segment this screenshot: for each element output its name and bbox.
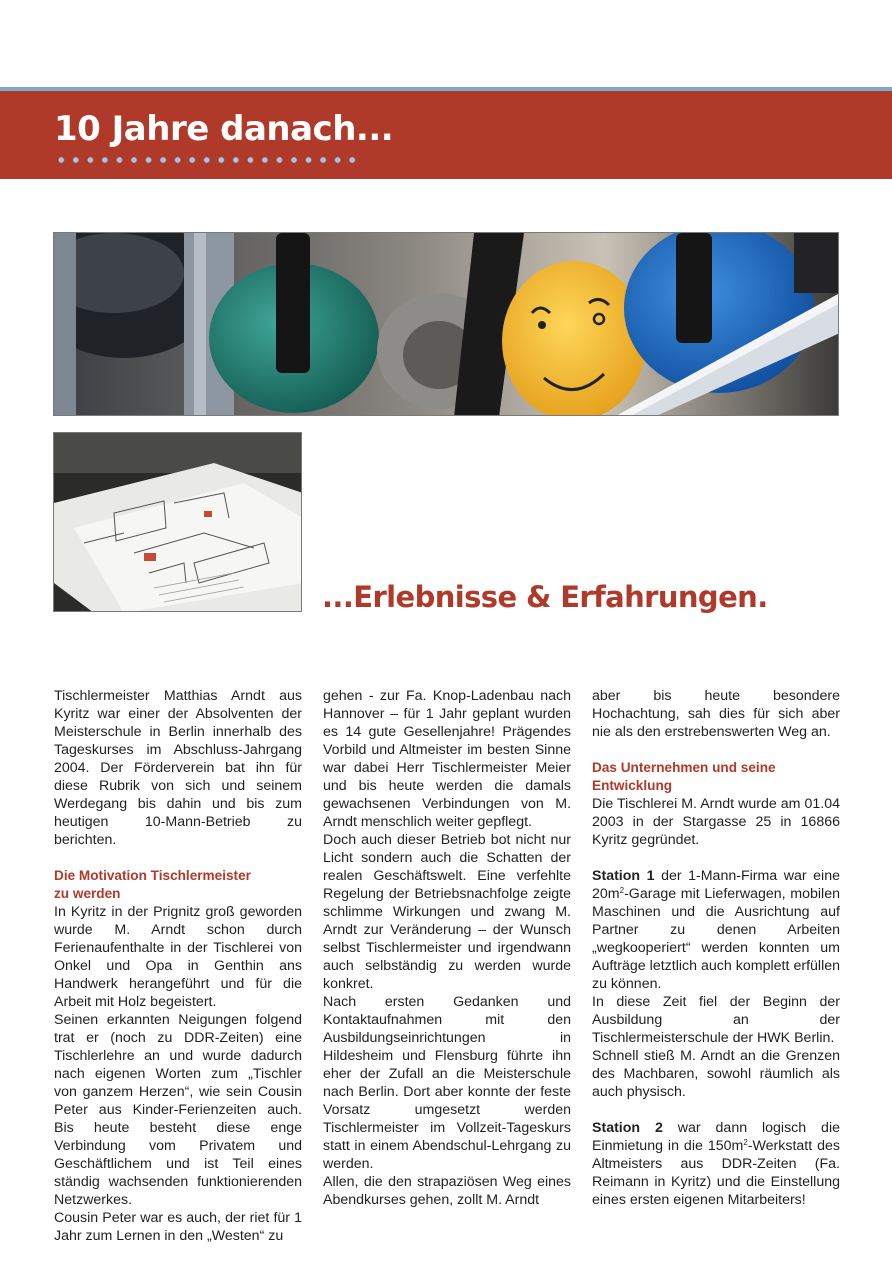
paragraph: gehen - zur Fa. Knop-Ladenbau nach Hannover – für 1 Jahr geplant wurden es 14 gute Gesellenjahre! Prägendes Vorbild und Altmeister im besten Sinne war dabei Herr Tischlermeister Meier und bis heute werden die damals gewachsenen Verbindungen von M. Arndt menschlich weiter gepflegt. [323,688,571,830]
paragraph: Cousin Peter war es auch, der riet für 1 Jahr zum Lernen in den „Westen“ zu [54,1210,302,1244]
earmuffs-photo [53,232,839,416]
paragraph: In Kyritz in der Prignitz groß geworden wurde M. Arndt schon durch Ferienaufenthalte in der Tischlerei von Onkel und Opa in Genthin ans Handwerk herangeführt und für die Arbeit mit Holz begeistert. [54,904,302,1010]
construction-plans-photo-icon [54,433,302,612]
plans-photo [53,432,302,612]
paragraph: Doch auch dieser Betrieb bot nicht nur Licht sondern auch die Schatten der realen Geschäftswelt. Eine verfehlte Regelung der Betriebsnachfolge zeigte schlimme Wirkungen und zwang M. Arndt zur Veränderung – der Wunsch selbst Tischlermeister und irgendwann auch selbständig zu werden wurde konkret. [323,832,571,992]
station-2-paragraph: Station 2 war dann logisch die Einmietung in die $150m^2$-Werkstatt des Altmeisters aus DDR-Zeiten (Fa. Reimann in Kyritz) und die Einstellung eines ersten eigenen Mitarbeiters! [592,1120,840,1208]
station-1-label: Station 1 [592,868,655,884]
paragraph: Nach ersten Gedanken und Kontaktaufnahmen mit den Ausbildungseinrichtungen in Hildesheim und Flensburg führte ihn eher der Zufall an die Meisterschule nach Berlin. Dort aber konnte der feste Vorsatz umgesetzt werden Tischlermeister im Vollzeit-Tageskurs statt in einem Abendschul-Lehrgang zu werden. [323,994,571,1172]
dotted-underline [54,157,360,163]
paragraph: Seinen erkannten Neigungen folgend trat er (noch zu DDR-Zeiten) eine Tischlerlehre an und wurde dadurch nach eigenen Worten zum „Tischler von ganzem Herzen“, wie sein Cousin Peter aus Kinder-Ferienzeiten auch. Bis heute besteht diese enge Verbindung vom Privatem und Geschäftlichem und ist Teil eines ständig wachsenden funktionierenden Netzwerkes. [54,1012,302,1208]
paragraph: Schnell stieß M. Arndt an die Grenzen des Machbaren, sowohl räumlich als auch physisch. [592,1048,840,1100]
text-column-2 [323,687,571,1209]
section-heading-company: Das Unternehmen und seine Entwicklung [592,760,776,793]
paragraph: In diese Zeit fiel der Beginn der Ausbildung an der Tischlermeisterschule der HWK Berlin. [592,994,840,1046]
intro-paragraph: Tischlermeister Matthias Arndt aus Kyritz war einer der Absolventen der Meisterschule in Berlin innerhalb des Tageskurses im Abschluss-Jahrgang 2004. Der Förderverein bat ihn für diese Rubrik von sich und seinem Werdegang bis dahin und bis zum heutigen 10-Mann-Betrieb zu berichten. [54,688,302,848]
paragraph: aber bis heute besondere Hochachtung, sah dies für sich aber nie als den erstrebenswerten Weg an. [592,688,840,740]
section-heading-motivation: Die Motivation Tischlermeister zu werden [54,868,251,901]
page-title: 10 Jahre danach... [54,109,394,149]
text-column-1 [54,687,302,1245]
paragraph: Die Tischlerei M. Arndt wurde am 01.04 2003 in der Stargasse 25 in 16866 Kyritz gegründet. [592,796,840,848]
station-2-label: Station 2 [592,1120,663,1136]
text-column-3 [592,687,840,1209]
station-1-paragraph: Station 1 der 1-Mann-Firma war eine $20m^2$-Garage mit Lieferwagen, mobilen Maschinen und die Ausrichtung auf Partner zu denen Arbeiten „wegkooperiert“ werden konnten um Aufträge letztlich auch komplett erfüllen zu können. [592,868,840,992]
paragraph: Allen, die den strapaziösen Weg eines Abendkurses gehen, zollt M. Arndt [323,1174,571,1208]
article-subtitle: ...Erlebnisse & Erfahrungen. [322,580,768,614]
hearing-protection-earmuffs-photo-icon [54,233,839,416]
title-banner [0,91,892,179]
